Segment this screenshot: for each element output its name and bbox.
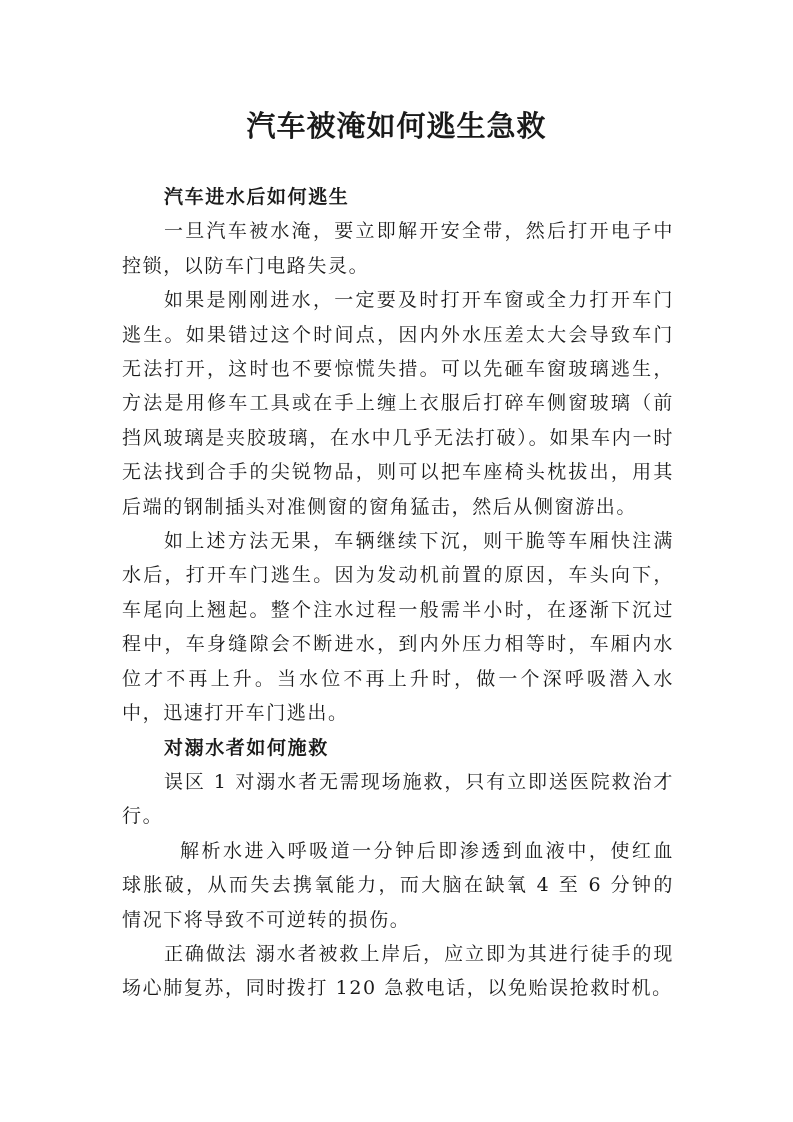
section-heading-escape: 汽车进水后如何逃生 [164,186,350,208]
paragraph: 如上述方法无果，车辆继续下沉，则干脆等车厢快注满水后，打开车门逃生。因为发动机前置的原因，车头向下，车尾向上翘起。整个注水过程一般需半小时，在逐渐下沉过程中，车身缝隙会不断进水，到内外压力相等时，车厢内水位才不再上升。当水位不再上升时，做一个深呼吸潜入水中，迅速打开车门逃出。 [122,530,674,725]
paragraph: 一旦汽车被水淹，要立即解开安全带，然后打开电子中控锁，以防车门电路失灵。 [122,220,674,277]
paragraph: 如果是刚刚进水，一定要及时打开车窗或全力打开车门逃生。如果错过这个时间点，因内外水压差太大会导致车门无法打开，这时也不要惊慌失措。可以先砸车窗玻璃逃生，方法是用修车工具或在手上缠上衣服后打碎车侧窗玻璃（前挡风玻璃是夹胶玻璃，在水中几乎无法打破）。如果车内一时无法找到合手的尖锐物品，则可以把车座椅头枕拔出，用其后端的钢制插头对准侧窗的窗角猛击，然后从侧窗游出。 [122,289,674,518]
paragraph: 解析水进入呼吸道一分钟后即渗透到血液中，使红血球胀破，从而失去携氧能力，而大脑在缺氧 4 至 6 分钟的情况下将导致不可逆转的损伤。 [122,839,674,931]
section-heading-rescue: 对溺水者如何施救 [164,736,329,759]
document-title: 汽车被淹如何逃生急救 [246,109,547,143]
document-body [122,180,674,1006]
paragraph: 正确做法 溺水者被救上岸后，应立即为其进行徒手的现场心肺复苏，同时拨打 120 急救电话，以免贻误抢救时机。 [122,942,674,1000]
paragraph: 误区 1 对溺水者无需现场施救，只有立即送医院救治才行。 [122,770,674,828]
